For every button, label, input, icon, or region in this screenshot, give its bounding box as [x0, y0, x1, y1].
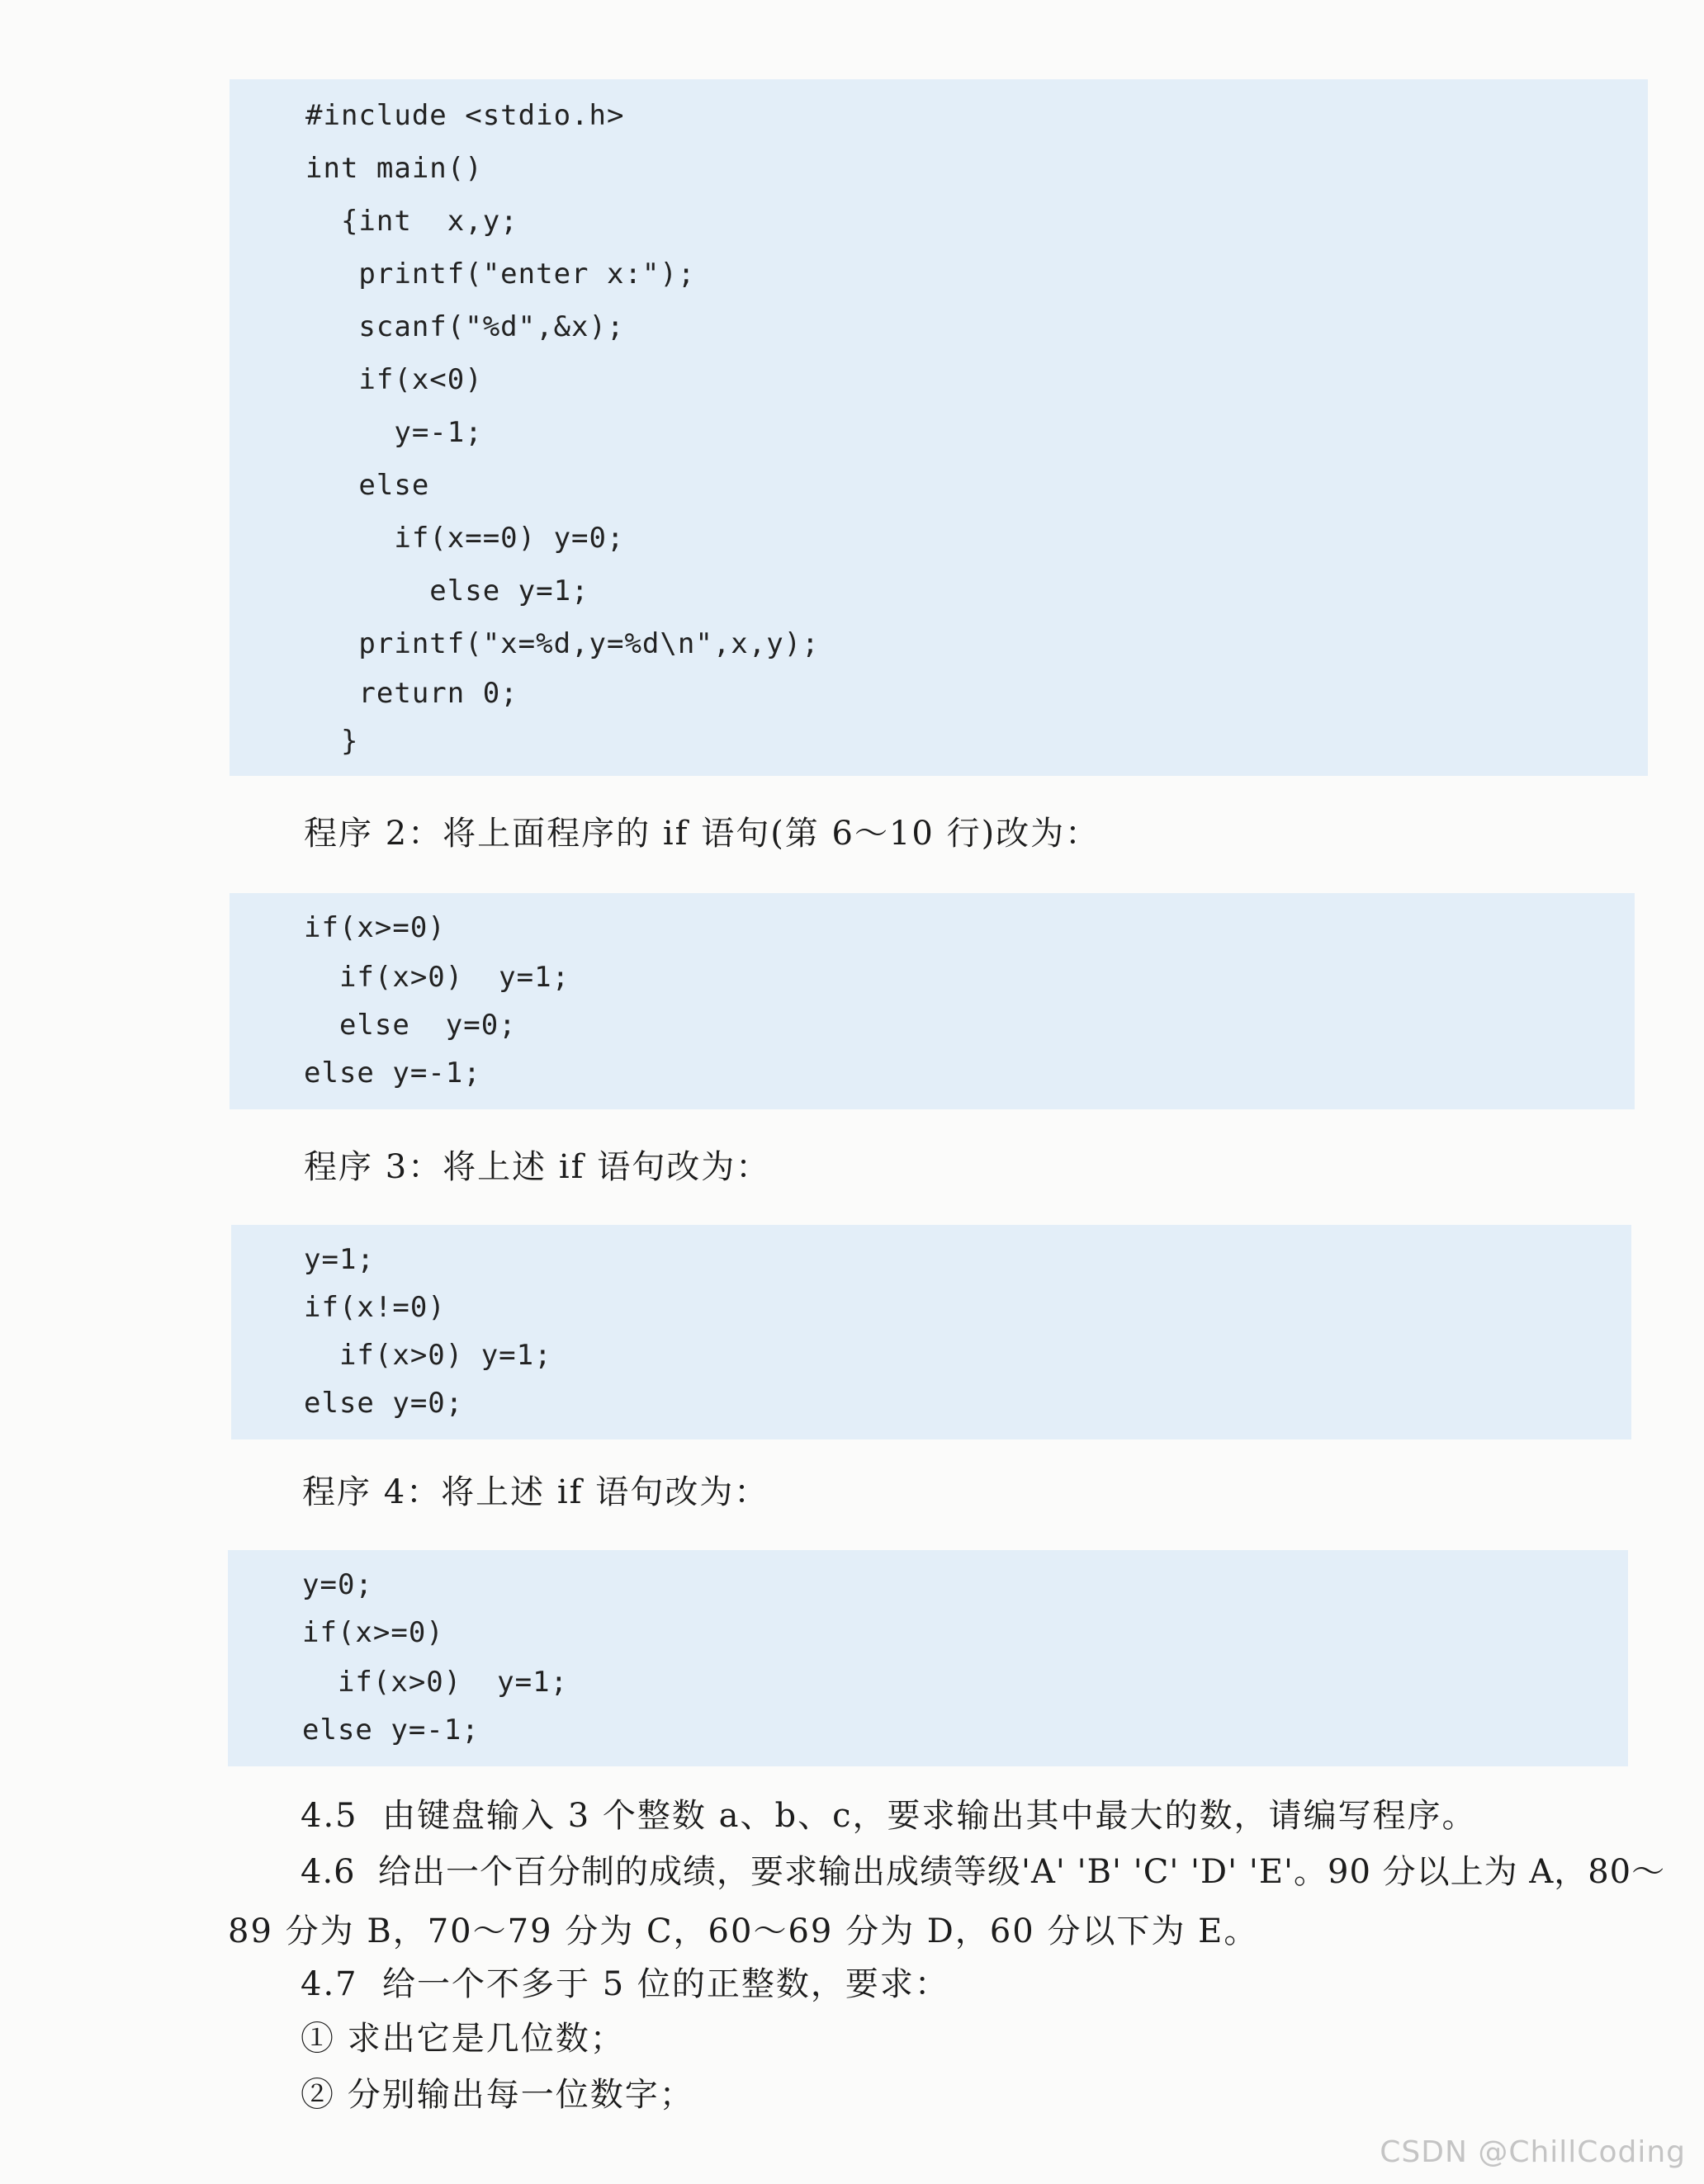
- watermark: CSDN @ChillCoding: [1380, 2135, 1686, 2169]
- code-line: if(x>0) y=1;: [304, 1339, 552, 1372]
- code-line: }: [305, 725, 359, 758]
- code-line: else: [305, 469, 430, 502]
- code-line: else y=1;: [305, 574, 589, 607]
- code-line: if(x>=0): [304, 911, 446, 944]
- code-line: y=-1;: [305, 416, 483, 449]
- code-line: {int x,y;: [305, 205, 518, 238]
- code-block-1: [230, 79, 1648, 776]
- code-line: else y=0;: [304, 1009, 517, 1042]
- code-line: #include <stdio.h>: [305, 99, 625, 132]
- code-line: printf("enter x:");: [305, 258, 696, 291]
- exercise-4-7: 4.7 给一个不多于 5 位的正整数，要求：: [301, 1965, 949, 2003]
- code-line: if(x==0) y=0;: [305, 522, 625, 555]
- exercise-4-6-line-2: 89 分为 B，70～79 分为 C，60～69 分为 D，60 分以下为 E。: [228, 1912, 1259, 1950]
- program-4-heading: 程序 4：将上述 if 语句改为：: [302, 1473, 769, 1511]
- code-line: printf("x=%d,y=%d\n",x,y);: [305, 627, 820, 660]
- exercise-4-7-item-1: ① 求出它是几位数；: [301, 2020, 625, 2058]
- exercise-4-6-line-1: 4.6 给出一个百分制的成绩，要求输出成绩等级'A' 'B' 'C' 'D' 'E'。90 分以上为 A，80～: [301, 1853, 1666, 1891]
- code-block-4: [228, 1550, 1628, 1766]
- code-line: scanf("%d",&x);: [305, 310, 625, 343]
- code-line: if(x>0) y=1;: [304, 961, 570, 994]
- code-block-3: [231, 1225, 1631, 1439]
- exercise-4-5: 4.5 由键盘输入 3 个整数 a、b、c，要求输出其中最大的数，请编写程序。: [301, 1797, 1477, 1835]
- code-line: if(x!=0): [304, 1291, 446, 1324]
- code-line: if(x>0) y=1;: [302, 1666, 569, 1699]
- code-line: else y=0;: [304, 1387, 464, 1420]
- code-line: else y=-1;: [304, 1057, 481, 1090]
- code-line: if(x<0): [305, 363, 483, 396]
- code-block-2: [230, 893, 1635, 1109]
- code-line: else y=-1;: [302, 1714, 480, 1747]
- program-2-heading: 程序 2：将上面程序的 if 语句(第 6～10 行)改为：: [304, 815, 1100, 853]
- code-line: return 0;: [305, 677, 518, 710]
- code-line: if(x>=0): [302, 1616, 444, 1649]
- code-line: int main(): [305, 152, 483, 185]
- program-3-heading: 程序 3：将上述 if 语句改为：: [304, 1148, 771, 1186]
- code-line: y=0;: [302, 1568, 373, 1601]
- exercise-4-7-item-2: ② 分别输出每一位数字；: [301, 2076, 694, 2114]
- code-line: y=1;: [304, 1243, 375, 1276]
